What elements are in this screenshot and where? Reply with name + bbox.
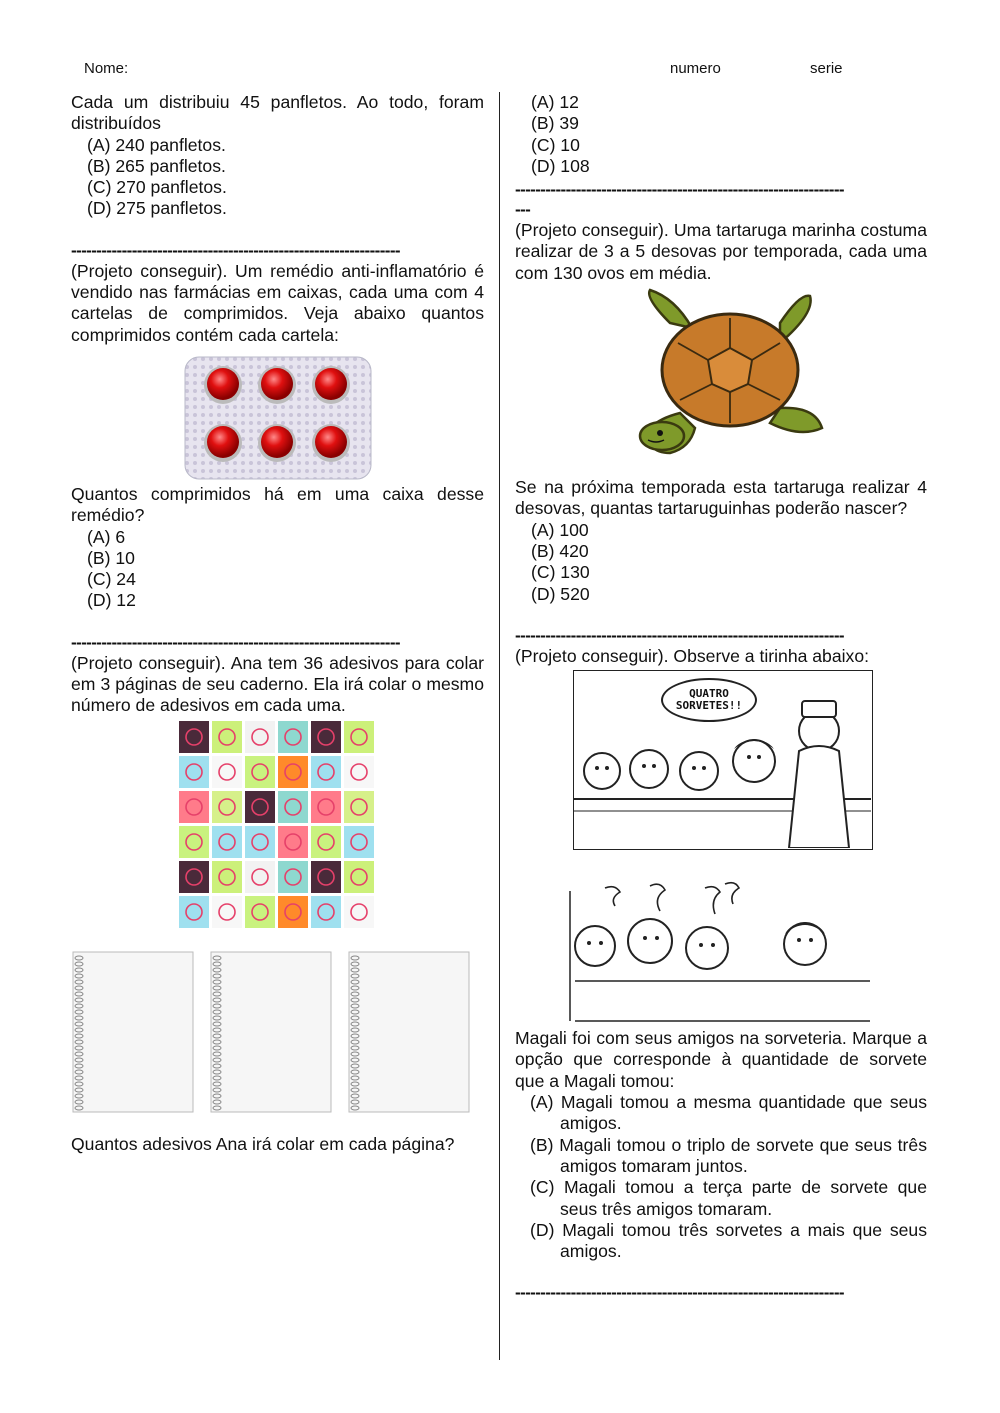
right-column [515, 92, 927, 1303]
name-label: Nome: [84, 60, 129, 77]
q1-option-b: (B) 265 panfletos. [87, 155, 226, 176]
speech-bubble [661, 678, 757, 722]
q1-text: Cada um distribuiu 45 panfletos. Ao todo, foram distribuídos [71, 92, 484, 134]
separator: ----------------------------------------------------------------- [515, 180, 844, 200]
turtle-image [630, 288, 830, 463]
q2-text: (Projeto conseguir). Um remédio anti-inflamatório é vendido nas farmácias em caixas, cada uma com 4 cartelas de comprimidos. Veja abaixo quantos comprimidos contém cada cartela: [71, 260, 484, 345]
q3-option-a: (A) 12 [531, 92, 579, 112]
q3-text: (Projeto conseguir). Ana tem 36 adesivos para colar em 3 páginas de seu caderno. Ela irá colar o mesmo número de adesivos em cada uma. [71, 652, 484, 716]
speech-text: QUATRO SORVETES!! [675, 687, 743, 713]
q5-option-b: (B) Magali tomou o triplo de sorvete que seus três amigos tomaram juntos. [530, 1134, 927, 1176]
q2-question: Quantos comprimidos há em uma caixa desse remédio? [71, 483, 484, 526]
q5-option-a: (A) Magali tomou a mesma quantidade que seus amigos. [530, 1092, 927, 1134]
q3-option-d: (D) 108 [531, 155, 590, 176]
q2-option-d: (D) 12 [87, 590, 136, 611]
notebook-pages-image [71, 950, 471, 1115]
q4-text: (Projeto conseguir). Uma tartaruga marinha costuma realizar de 3 a 5 desovas por temporada, cada uma com 130 ovos em média. [515, 220, 927, 283]
q5-option-c: (C) Magali tomou a terça parte de sorvete que seus três amigos tomaram. [530, 1177, 927, 1219]
number-label: numero [670, 60, 721, 77]
q4-option-a: (A) 100 [531, 519, 589, 540]
separator: ----------------------------------------------------------------- [515, 625, 844, 645]
q2-option-b: (B) 10 [87, 547, 135, 568]
grade-label: serie [810, 60, 843, 77]
separator: ----------------------------------------------------------------- [71, 632, 400, 652]
q4-option-b: (B) 420 [531, 540, 589, 561]
q4-option-c: (C) 130 [531, 562, 590, 583]
sticker-grid-image [178, 720, 378, 930]
pill-card-image [183, 355, 373, 481]
separator: ----------------------------------------------------------------- [71, 240, 400, 260]
q2-option-c: (C) 24 [87, 569, 136, 590]
separator-tail: --- [515, 200, 531, 220]
q4-option-d: (D) 520 [531, 583, 590, 604]
column-divider [499, 92, 500, 1360]
q3-option-c: (C) 10 [531, 134, 580, 155]
comic-panel-1 [573, 670, 873, 850]
comic-panel-2 [565, 876, 875, 1026]
q3-option-b: (B) 39 [531, 113, 579, 134]
separator: ----------------------------------------------------------------- [515, 1283, 844, 1303]
q5-text: (Projeto conseguir). Observe a tirinha abaixo: [515, 645, 870, 666]
q2-option-a: (A) 6 [87, 526, 126, 547]
q4-question: Se na próxima temporada esta tartaruga realizar 4 desovas, quantas tartaruguinhas poderão nascer? [515, 477, 927, 519]
q5-question: Magali foi com seus amigos na sorveteria. Marque a opção que corresponde à quantidade de sorvete que a Magali tomou: [515, 1028, 927, 1091]
q1-option-a: (A) 240 panfletos. [87, 134, 226, 155]
q5-option-d: (D) Magali tomou três sorvetes a mais que seus amigos. [530, 1219, 927, 1262]
left-column [71, 92, 484, 1155]
q1-option-d: (D) 275 panfletos. [87, 198, 227, 219]
q3-question: Quantos adesivos Ana irá colar em cada página? [71, 1133, 455, 1154]
q1-option-c: (C) 270 panfletos. [87, 177, 227, 198]
